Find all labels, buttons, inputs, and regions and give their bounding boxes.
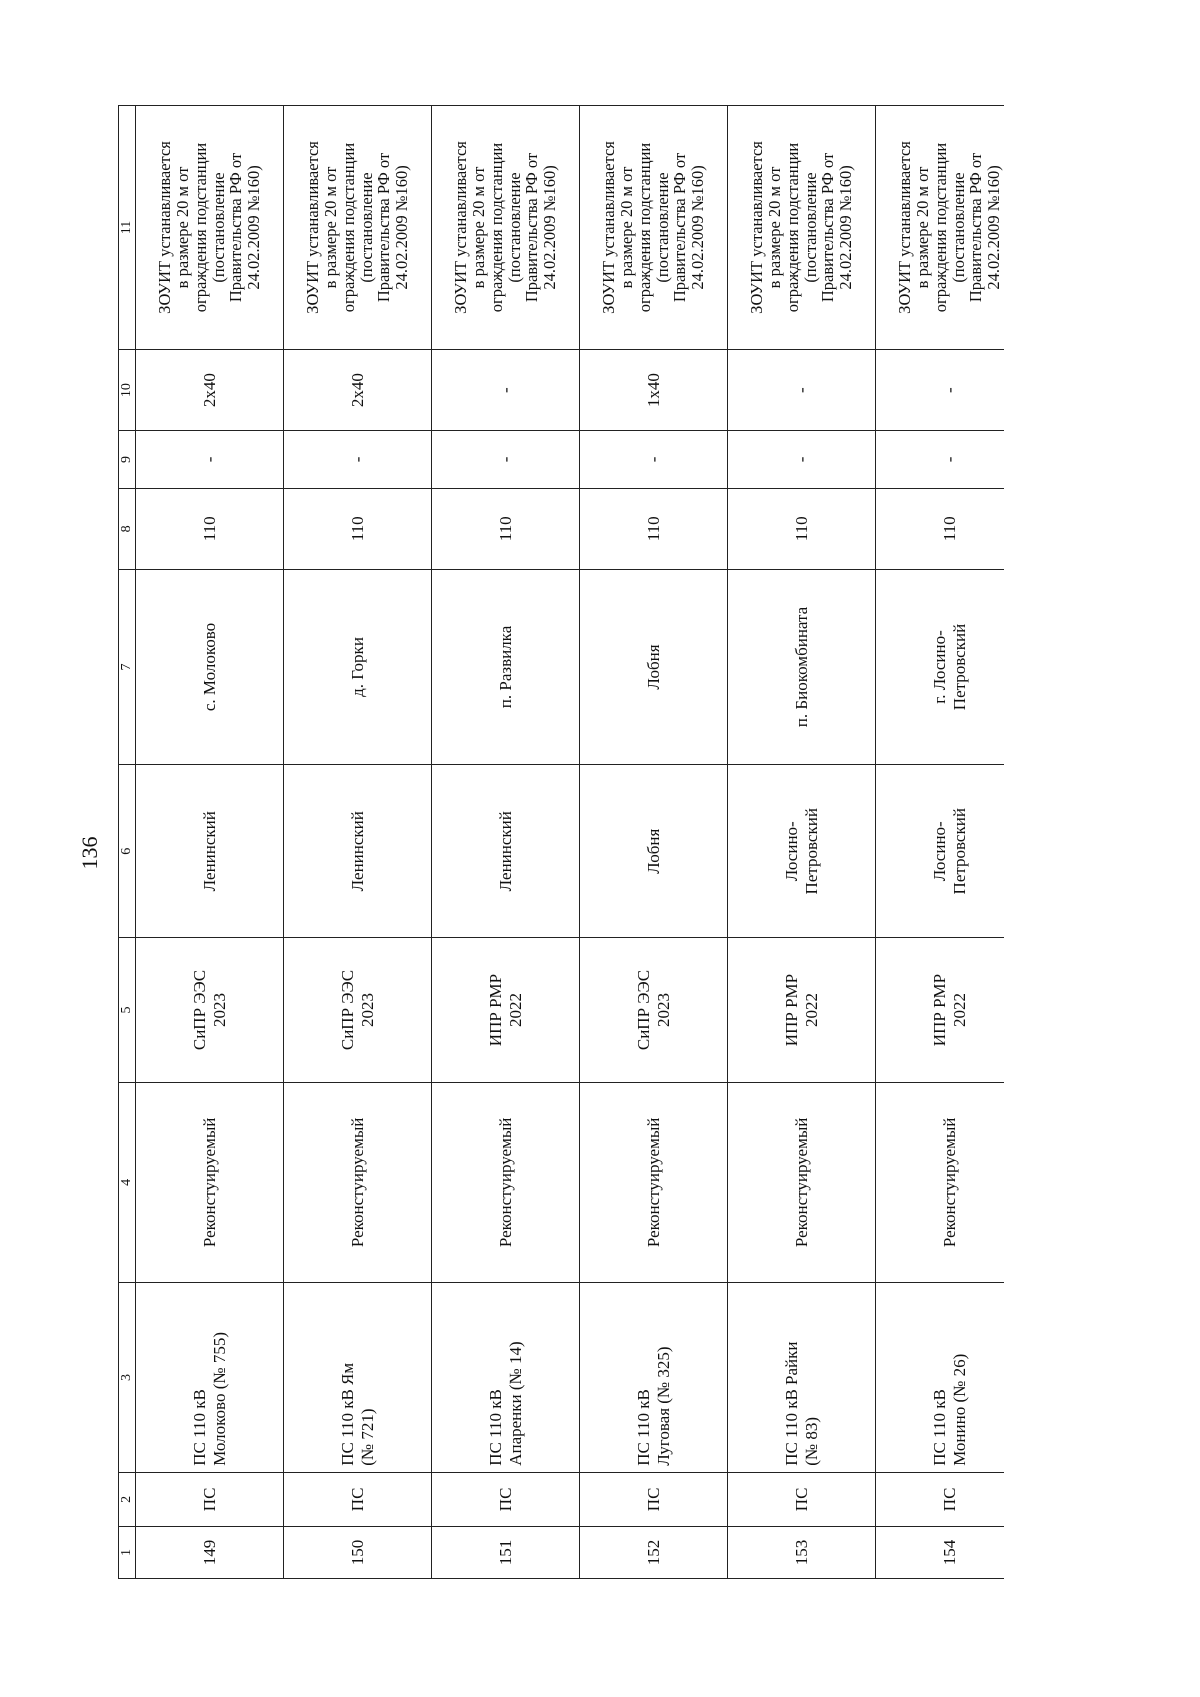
locality-cell-line: д. Горки xyxy=(347,637,367,697)
source-doc-cell xyxy=(728,938,876,1082)
source-doc-cell-line: 2023 xyxy=(653,993,673,1028)
voltage-cell: 110 xyxy=(432,488,580,569)
source-doc-cell-line: СиПР ЭЭС xyxy=(634,969,654,1051)
row-number-cell: 150 xyxy=(284,1526,432,1578)
transformer-capacity-cell: - xyxy=(728,349,876,430)
source-doc-cell xyxy=(284,938,432,1082)
source-doc-cell-line: 2023 xyxy=(357,993,377,1028)
district-cell xyxy=(136,765,284,938)
table-row xyxy=(580,106,728,1579)
page-number: 136 xyxy=(77,836,102,870)
zone-note-cell-line: ограждения подстанции xyxy=(338,142,358,313)
status-cell: Реконстуируемый xyxy=(580,1082,728,1283)
voltage-cell: 110 xyxy=(580,488,728,569)
district-cell xyxy=(284,765,432,938)
source-doc-cell-line: СиПР ЭЭС xyxy=(190,969,210,1051)
status-cell: Реконстуируемый xyxy=(728,1082,876,1283)
zone-note-cell-line: ограждения подстанции xyxy=(782,142,802,313)
rotated-table-content xyxy=(118,105,1004,1579)
zone-note-cell-line: ограждения подстанции xyxy=(486,142,506,313)
zone-note-cell xyxy=(284,106,432,350)
locality-cell xyxy=(284,569,432,764)
transformer-capacity-cell: 1х40 xyxy=(580,349,728,430)
column-number: 3 xyxy=(119,1283,136,1473)
district-cell-line: Ленинский xyxy=(347,811,367,892)
zone-note-cell-line: (постановление xyxy=(504,172,524,283)
locality-cell-line: Петровский xyxy=(949,623,969,711)
district-cell-line: Петровский xyxy=(949,808,969,895)
column-9-cell: - xyxy=(876,431,1005,488)
zone-note-cell-line: (постановление xyxy=(948,172,968,283)
object-name-cell xyxy=(580,1283,728,1473)
object-type-cell: ПС xyxy=(136,1472,284,1526)
district-cell-line: Лобня xyxy=(643,828,663,874)
zone-note-cell-line: ЗОУИТ устанавливается xyxy=(155,141,175,314)
zone-note-cell-line: 24.02.2009 №160) xyxy=(392,165,412,290)
zone-note-cell-line: 24.02.2009 №160) xyxy=(836,165,856,290)
object-name-cell-line: ПС 110 кВ xyxy=(190,1389,210,1466)
zone-note-cell-line: ЗОУИТ устанавливается xyxy=(895,141,915,314)
source-doc-cell xyxy=(136,938,284,1082)
column-9-cell: - xyxy=(432,431,580,488)
object-name-cell xyxy=(728,1283,876,1473)
source-doc-cell xyxy=(876,938,1005,1082)
object-name-cell-line: Луговая (№ 325) xyxy=(653,1346,673,1466)
zone-note-cell-line: (постановление xyxy=(652,172,672,283)
district-cell-line: Ленинский xyxy=(199,811,219,892)
object-name-cell-line: ПС 110 кВ Райки xyxy=(782,1341,802,1466)
locality-cell xyxy=(580,569,728,764)
locality-cell xyxy=(876,569,1005,764)
zone-note-cell xyxy=(580,106,728,350)
object-name-cell-line: (№ 721) xyxy=(357,1408,377,1466)
locality-cell xyxy=(136,569,284,764)
object-type-cell: ПС xyxy=(432,1472,580,1526)
zone-note-cell-line: в размере 20 м от xyxy=(172,166,192,289)
district-cell-line: Петровский xyxy=(801,808,821,895)
zone-note-cell xyxy=(728,106,876,350)
column-number: 8 xyxy=(119,488,136,569)
zone-note-cell-line: Правительства РФ от xyxy=(226,152,246,303)
source-doc-cell-line: ИПР РМР xyxy=(930,973,950,1047)
zone-note-cell-line: (постановление xyxy=(208,172,228,283)
zone-note-cell-line: (постановление xyxy=(356,172,376,283)
zone-note-cell xyxy=(136,106,284,350)
status-cell: Реконстуируемый xyxy=(136,1082,284,1283)
row-number-cell: 149 xyxy=(136,1526,284,1578)
row-number-cell: 154 xyxy=(876,1526,1005,1578)
locality-cell xyxy=(728,569,876,764)
column-number: 2 xyxy=(119,1472,136,1526)
zone-note-cell-line: Правительства РФ от xyxy=(522,152,542,303)
source-doc-cell-line: ИПР РМР xyxy=(486,973,506,1047)
object-type-cell: ПС xyxy=(580,1472,728,1526)
zone-note-cell-line: ЗОУИТ устанавливается xyxy=(303,141,323,314)
object-name-cell-line: ПС 110 кВ Ям xyxy=(338,1362,358,1466)
zone-note-cell-line: 24.02.2009 №160) xyxy=(688,165,708,290)
district-cell xyxy=(580,765,728,938)
column-number: 6 xyxy=(119,765,136,938)
column-number: 7 xyxy=(119,569,136,764)
zone-note-cell-line: в размере 20 м от xyxy=(764,166,784,289)
zone-note-cell xyxy=(876,106,1005,350)
object-type-cell: ПС xyxy=(728,1472,876,1526)
source-doc-cell-line: СиПР ЭЭС xyxy=(338,969,358,1051)
district-cell xyxy=(876,765,1005,938)
locality-cell-line: г. Лосино- xyxy=(930,630,950,704)
locality-cell-line: п. Развилка xyxy=(495,625,515,709)
district-cell-line: Лосино- xyxy=(782,821,802,882)
column-number: 9 xyxy=(119,431,136,488)
source-doc-cell-line: ИПР РМР xyxy=(782,973,802,1047)
column-number-row xyxy=(119,106,136,1579)
table-row xyxy=(284,106,432,1579)
source-doc-cell xyxy=(432,938,580,1082)
object-name-cell-line: ПС 110 кВ xyxy=(634,1389,654,1466)
voltage-cell: 110 xyxy=(284,488,432,569)
source-doc-cell-line: 2022 xyxy=(801,993,821,1028)
column-9-cell: - xyxy=(136,431,284,488)
column-number: 5 xyxy=(119,938,136,1082)
object-name-cell xyxy=(284,1283,432,1473)
table-row xyxy=(432,106,580,1579)
object-type-cell: ПС xyxy=(284,1472,432,1526)
voltage-cell: 110 xyxy=(136,488,284,569)
locality-cell-line: с. Молоково xyxy=(199,622,219,712)
zone-note-cell-line: 24.02.2009 №160) xyxy=(540,165,560,290)
district-cell-line: Ленинский xyxy=(495,811,515,892)
zone-note-cell-line: Правительства РФ от xyxy=(374,152,394,303)
zone-note-cell-line: 24.02.2009 №160) xyxy=(244,165,264,290)
substation-table xyxy=(118,105,1004,1579)
zone-note-cell-line: (постановление xyxy=(800,172,820,283)
object-name-cell-line: ПС 110 кВ xyxy=(486,1389,506,1466)
zone-note-cell-line: Правительства РФ от xyxy=(670,152,690,303)
zone-note-cell-line: ЗОУИТ устанавливается xyxy=(747,141,767,314)
table-row xyxy=(876,106,1005,1579)
column-9-cell: - xyxy=(728,431,876,488)
locality-cell xyxy=(432,569,580,764)
object-name-cell-line: Молоково (№ 755) xyxy=(209,1331,229,1466)
column-number: 4 xyxy=(119,1082,136,1283)
voltage-cell: 110 xyxy=(728,488,876,569)
zone-note-cell-line: в размере 20 м от xyxy=(616,166,636,289)
zone-note-cell-line: Правительства РФ от xyxy=(966,152,986,303)
source-doc-cell-line: 2022 xyxy=(505,993,525,1028)
object-name-cell-line: Апаренки (№ 14) xyxy=(505,1341,525,1466)
transformer-capacity-cell: - xyxy=(432,349,580,430)
source-doc-cell-line: 2022 xyxy=(949,993,969,1028)
source-doc-cell xyxy=(580,938,728,1082)
column-number: 1 xyxy=(119,1526,136,1578)
object-name-cell-line: ПС 110 кВ xyxy=(930,1389,950,1466)
status-cell: Реконстуируемый xyxy=(284,1082,432,1283)
status-cell: Реконстуируемый xyxy=(876,1082,1005,1283)
source-doc-cell-line: 2023 xyxy=(209,993,229,1028)
zone-note-cell-line: ограждения подстанции xyxy=(634,142,654,313)
district-cell xyxy=(432,765,580,938)
object-name-cell xyxy=(876,1283,1005,1473)
zone-note-cell-line: 24.02.2009 №160) xyxy=(984,165,1004,290)
transformer-capacity-cell: 2х40 xyxy=(136,349,284,430)
zone-note-cell-line: ЗОУИТ устанавливается xyxy=(451,141,471,314)
zone-note-cell-line: в размере 20 м от xyxy=(912,166,932,289)
column-number: 11 xyxy=(119,106,136,350)
zone-note-cell-line: ограждения подстанции xyxy=(190,142,210,313)
district-cell xyxy=(728,765,876,938)
object-name-cell xyxy=(136,1283,284,1473)
object-name-cell-line: Монино (№ 26) xyxy=(949,1353,969,1466)
object-name-cell xyxy=(432,1283,580,1473)
zone-note-cell-line: в размере 20 м от xyxy=(468,166,488,289)
locality-cell-line: п. Биокомбината xyxy=(791,606,811,728)
voltage-cell: 110 xyxy=(876,488,1005,569)
transformer-capacity-cell: - xyxy=(876,349,1005,430)
row-number-cell: 151 xyxy=(432,1526,580,1578)
zone-note-cell xyxy=(432,106,580,350)
column-number: 10 xyxy=(119,349,136,430)
row-number-cell: 153 xyxy=(728,1526,876,1578)
table-row xyxy=(728,106,876,1579)
zone-note-cell-line: в размере 20 м от xyxy=(320,166,340,289)
transformer-capacity-cell: 2х40 xyxy=(284,349,432,430)
rotated-table-frame xyxy=(118,105,1004,1579)
column-9-cell: - xyxy=(580,431,728,488)
zone-note-cell-line: ЗОУИТ устанавливается xyxy=(599,141,619,314)
status-cell: Реконстуируемый xyxy=(432,1082,580,1283)
zone-note-cell-line: ограждения подстанции xyxy=(930,142,950,313)
object-name-cell-line: (№ 83) xyxy=(801,1417,821,1466)
row-number-cell: 152 xyxy=(580,1526,728,1578)
district-cell-line: Лосино- xyxy=(930,821,950,882)
column-9-cell: - xyxy=(284,431,432,488)
locality-cell-line: Лобня xyxy=(643,644,663,690)
table-body xyxy=(136,106,1005,1579)
zone-note-cell-line: Правительства РФ от xyxy=(818,152,838,303)
object-type-cell: ПС xyxy=(876,1472,1005,1526)
table-row xyxy=(136,106,284,1579)
